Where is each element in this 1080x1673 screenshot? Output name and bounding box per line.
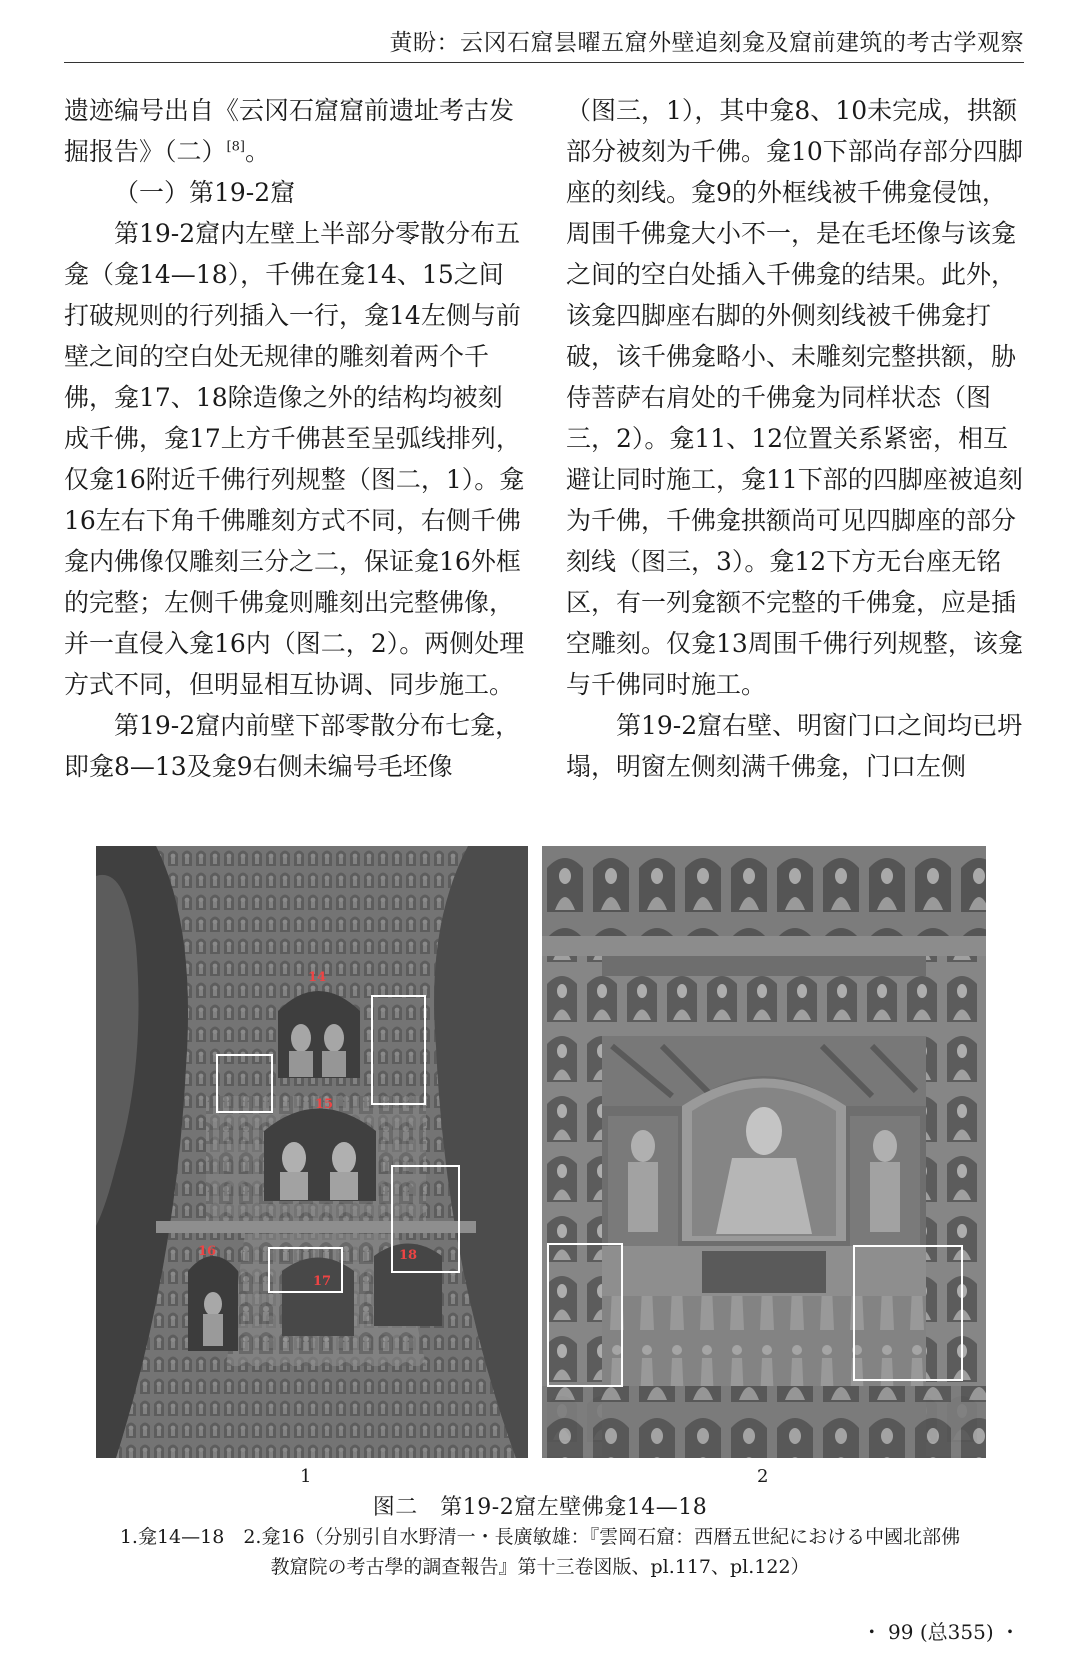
figure-caption-detail <box>90 1522 990 1582</box>
caption-detail-line-1: 1.龛14—18 2.龛16（分别引自水野清一・長廣敏雄：『雲岡石窟：西暦五世紀における中國北部佛 <box>119 1526 961 1548</box>
photo-niche-16 <box>542 846 986 1458</box>
paragraph-3-continued: （图三，1），其中龛8、10未完成，拱额部分被刻为千佛。龛10下部尚存部分四脚座的刻线。龛9的外框线被千佛龛侵蚀，周围千佛龛大小不一，是在毛坯像与该龛之间的空白处插入千佛龛的结果。此外，该龛四脚座右脚的外侧刻线被千佛龛打破，该千佛龛略小、未雕刻完整拱额，胁侍菩萨右肩处的千佛龛为同样状态（图三，2）。龛11、12位置关系紧密，相互避让同时施工，龛11下部的四脚座被追刻为千佛，千佛龛拱额尚可见四脚座的部分刻线（图三，3）。龛12下方无台座无铭区，有一列龛额不完整的千佛龛，应是插空雕刻。仅龛13周围千佛行列规整，该龛与千佛同时施工。 <box>566 96 1023 699</box>
header-rule <box>64 62 1024 63</box>
niche-marker-18: 18 <box>399 1248 418 1263</box>
niche-marker-14: 14 <box>308 970 327 985</box>
text-column-right <box>566 90 1028 787</box>
page-number: ・ 99 (总355) ・ <box>861 1620 1020 1644</box>
photo-niches-14-18 <box>96 846 528 1458</box>
caption-detail-line-2: 教窟院の考古學的調查報告』第十三卷図版、pl.117、pl.122） <box>270 1556 810 1578</box>
niche-marker-17: 17 <box>313 1274 332 1289</box>
footnote-ref[interactable]: [8] <box>226 139 245 155</box>
paragraph-3: 第19-2窟内前壁下部零散分布七龛，即龛8—13及龛9右侧未编号毛坯像 <box>64 711 521 781</box>
text-column-left <box>64 90 526 787</box>
photo-2-label: 2 <box>757 1466 769 1487</box>
paragraph-1: 遗迹编号出自《云冈石窟窟前遗址考古发掘报告》（二）[8]。 <box>64 96 515 166</box>
paragraph-2: 第19-2窟内左壁上半部分零散分布五龛（龛14—18），千佛在龛14、15之间打破规则的行列插入一行，龛14左侧与前壁之间的空白处无规律的雕刻着两个千佛，龛17、18除造像之外的结构均被刻成千佛，龛17上方千佛甚至呈弧线排列，仅龛16附近千佛行列规整（图二，1）。龛16左右下角千佛雕刻方式不同，右侧千佛龛内佛像仅雕刻三分之二，保证龛16外框的完整；左侧千佛龛则雕刻出完整佛像，并一直侵入龛16内（图二，2）。两侧处理方式不同，但明显相互协调、同步施工。 <box>64 219 525 699</box>
figure-caption: 图二 第19-2窟左壁佛龛14—18 <box>372 1495 708 1520</box>
running-header: 黄盼：云冈石窟昙曜五窟外壁追刻龛及窟前建筑的考古学观察 <box>389 30 1024 56</box>
paragraph-4: 第19-2窟右壁、明窗门口之间均已坍塌，明窗左侧刻满千佛龛，门口左侧 <box>566 711 1023 781</box>
niche-marker-15: 15 <box>315 1097 334 1112</box>
section-heading: （一）第19-2窟 <box>114 178 296 207</box>
photo-1-label: 1 <box>300 1466 312 1487</box>
niche-marker-16: 16 <box>198 1244 217 1259</box>
